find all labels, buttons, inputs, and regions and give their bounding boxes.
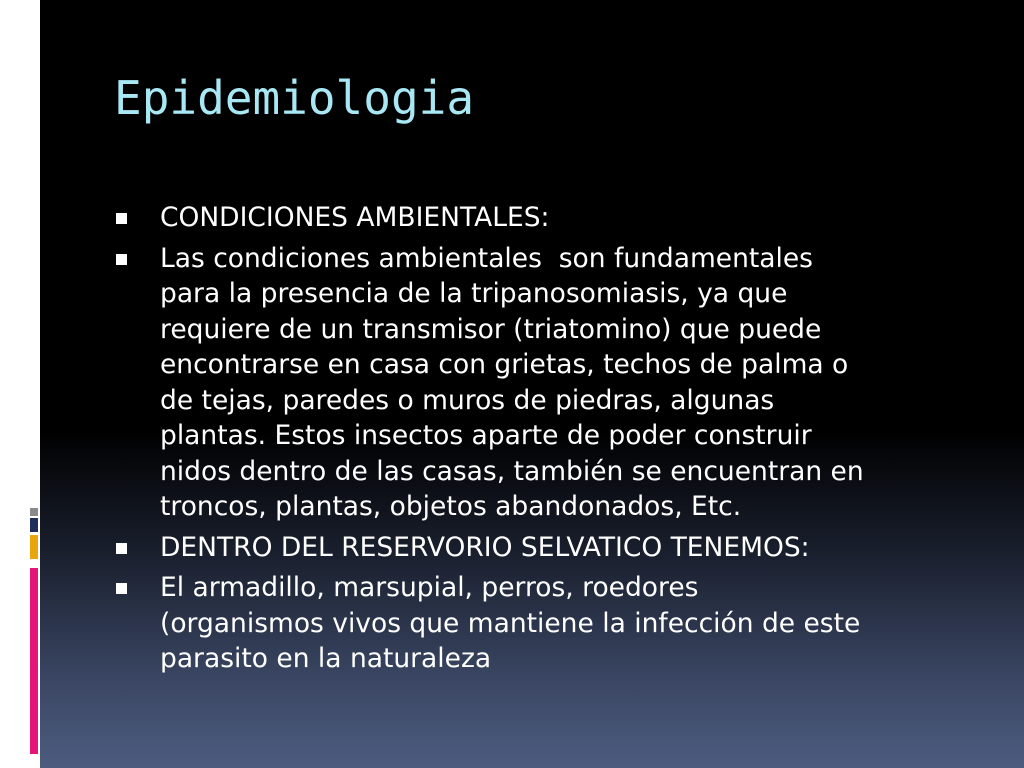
square-bullet-icon	[116, 543, 127, 554]
bullet-text: El armadillo, marsupial, perros, roedores (organismos vivos que mantiene la infección de este parasito en la naturaleza	[160, 572, 861, 674]
bullet-text: CONDICIONES AMBIENTALES:	[160, 202, 550, 233]
accent-bar-pink	[30, 568, 38, 754]
slide-title: Epidemiologia	[114, 71, 475, 125]
bullet-item	[116, 530, 976, 566]
bullet-list	[116, 200, 976, 682]
bullet-item	[116, 241, 976, 525]
bullet-item	[116, 570, 976, 677]
bullet-item	[116, 200, 976, 236]
accent-bar-gold	[30, 535, 38, 559]
bullet-text: Las condiciones ambientales son fundamentales para la presencia de la tripanosomiasis, ya que requiere de un transmisor (triatomino) que puede encontrarse en casa con grietas, techos de palma o de tejas, paredes o muros de piedras, algunas plantas. Estos insectos aparte de poder construir nidos dentro de las casas, también se encuentran en troncos, plantas, objetos abandonados, Etc.	[160, 242, 864, 522]
accent-bar-gray	[30, 508, 38, 516]
square-bullet-icon	[116, 213, 127, 224]
square-bullet-icon	[116, 583, 127, 594]
bullet-text: DENTRO DEL RESERVORIO SELVATICO TENEMOS:	[160, 531, 810, 563]
accent-bar-navy	[30, 518, 38, 532]
square-bullet-icon	[116, 254, 127, 265]
